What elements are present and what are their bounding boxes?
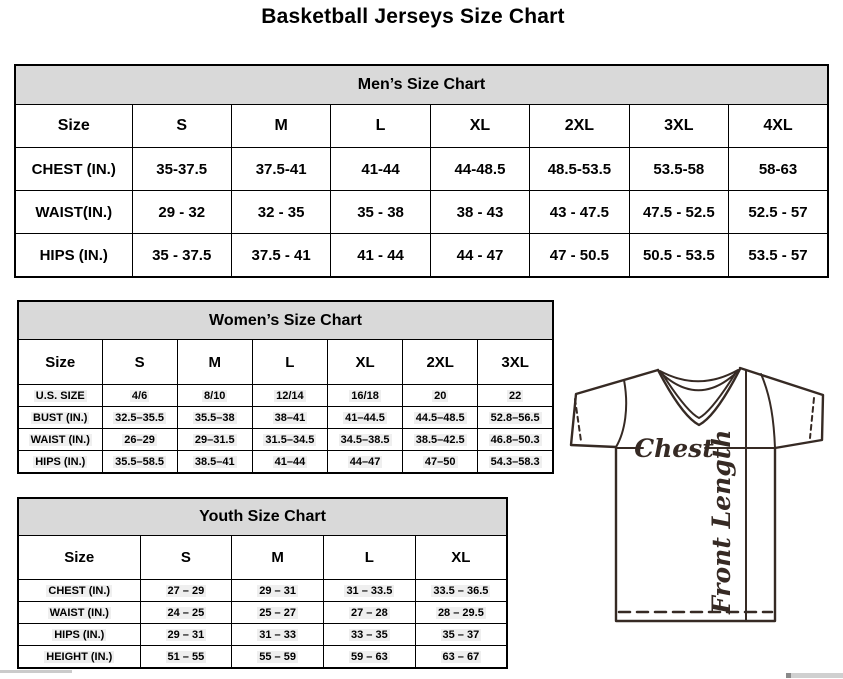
table-row bbox=[18, 646, 507, 669]
youth-table-title: Youth Size Chart bbox=[18, 498, 507, 536]
data-cell: 26–29 bbox=[102, 429, 177, 451]
size-header-row bbox=[18, 536, 507, 580]
size-header-cell: Size bbox=[15, 105, 132, 148]
data-cell: 35 – 37 bbox=[415, 624, 507, 646]
size-header-cell: Size bbox=[18, 340, 102, 385]
column-header: M bbox=[177, 340, 252, 385]
jersey-right-seam bbox=[761, 374, 775, 448]
table-row bbox=[18, 451, 553, 474]
column-header: XL bbox=[430, 105, 529, 148]
data-cell: 48.5-53.5 bbox=[530, 148, 629, 191]
horizontal-scrollbar-fragment-left bbox=[0, 670, 72, 673]
data-cell: 63 – 67 bbox=[415, 646, 507, 669]
column-header: L bbox=[324, 536, 416, 580]
jersey-left-seam bbox=[616, 380, 626, 447]
womens-table-title: Women’s Size Chart bbox=[18, 301, 553, 340]
size-header-cell: Size bbox=[18, 536, 140, 580]
data-cell: 47.5 - 52.5 bbox=[629, 191, 728, 234]
data-cell: 31 – 33 bbox=[232, 624, 324, 646]
table-row bbox=[18, 429, 553, 451]
data-cell: 35.5–38 bbox=[177, 407, 252, 429]
data-cell: 29 - 32 bbox=[132, 191, 231, 234]
row-label: HIPS (IN.) bbox=[18, 451, 102, 474]
data-cell: 33 – 35 bbox=[324, 624, 416, 646]
data-cell: 12/14 bbox=[252, 385, 327, 407]
data-cell: 41-44 bbox=[331, 148, 430, 191]
data-cell: 35 - 37.5 bbox=[132, 234, 231, 278]
horizontal-scrollbar-fragment-right[interactable] bbox=[786, 673, 843, 678]
table-row bbox=[15, 191, 828, 234]
data-cell: 37.5 - 41 bbox=[231, 234, 330, 278]
column-header: S bbox=[102, 340, 177, 385]
data-cell: 38.5–42.5 bbox=[403, 429, 478, 451]
data-cell: 41–44 bbox=[252, 451, 327, 474]
column-header: 2XL bbox=[530, 105, 629, 148]
mens-table-title: Men’s Size Chart bbox=[15, 65, 828, 105]
data-cell: 29 – 31 bbox=[232, 580, 324, 602]
row-label: BUST (IN.) bbox=[18, 407, 102, 429]
data-cell: 35 - 38 bbox=[331, 191, 430, 234]
data-cell: 44–47 bbox=[327, 451, 402, 474]
data-cell: 38–41 bbox=[252, 407, 327, 429]
table-row bbox=[15, 234, 828, 278]
row-label: CHEST (IN.) bbox=[18, 580, 140, 602]
row-label: HIPS (IN.) bbox=[15, 234, 132, 278]
data-cell: 44-48.5 bbox=[430, 148, 529, 191]
column-header: 3XL bbox=[478, 340, 553, 385]
data-cell: 46.8–50.3 bbox=[478, 429, 553, 451]
table-row bbox=[15, 148, 828, 191]
size-header-row bbox=[15, 105, 828, 148]
data-cell: 43 - 47.5 bbox=[530, 191, 629, 234]
column-header: 4XL bbox=[729, 105, 828, 148]
data-cell: 53.5-58 bbox=[629, 148, 728, 191]
data-cell: 55 – 59 bbox=[232, 646, 324, 669]
row-label: HEIGHT (IN.) bbox=[18, 646, 140, 669]
table-title-row bbox=[18, 301, 553, 340]
column-header: XL bbox=[415, 536, 507, 580]
jersey-body-outline bbox=[571, 368, 823, 621]
data-cell: 41–44.5 bbox=[327, 407, 402, 429]
data-cell: 8/10 bbox=[177, 385, 252, 407]
data-cell: 37.5-41 bbox=[231, 148, 330, 191]
data-cell: 35.5–58.5 bbox=[102, 451, 177, 474]
data-cell: 35-37.5 bbox=[132, 148, 231, 191]
table-title-row bbox=[15, 65, 828, 105]
column-header: S bbox=[132, 105, 231, 148]
youth-size-table bbox=[17, 497, 508, 669]
data-cell: 47 - 50.5 bbox=[530, 234, 629, 278]
data-cell: 29–31.5 bbox=[177, 429, 252, 451]
data-cell: 58-63 bbox=[729, 148, 828, 191]
data-cell: 31.5–34.5 bbox=[252, 429, 327, 451]
row-label: WAIST(IN.) bbox=[15, 191, 132, 234]
data-cell: 59 – 63 bbox=[324, 646, 416, 669]
data-cell: 28 – 29.5 bbox=[415, 602, 507, 624]
column-header: XL bbox=[327, 340, 402, 385]
row-label: U.S. SIZE bbox=[18, 385, 102, 407]
data-cell: 44 - 47 bbox=[430, 234, 529, 278]
data-cell: 24 – 25 bbox=[140, 602, 232, 624]
column-header: 3XL bbox=[629, 105, 728, 148]
data-cell: 51 – 55 bbox=[140, 646, 232, 669]
data-cell: 27 – 28 bbox=[324, 602, 416, 624]
row-label: WAIST (IN.) bbox=[18, 429, 102, 451]
data-cell: 54.3–58.3 bbox=[478, 451, 553, 474]
table-row bbox=[18, 624, 507, 646]
data-cell: 38 - 43 bbox=[430, 191, 529, 234]
column-header: 2XL bbox=[403, 340, 478, 385]
data-cell: 27 – 29 bbox=[140, 580, 232, 602]
data-cell: 25 – 27 bbox=[232, 602, 324, 624]
data-cell: 32 - 35 bbox=[231, 191, 330, 234]
table-title-row bbox=[18, 498, 507, 536]
column-header: L bbox=[331, 105, 430, 148]
data-cell: 4/6 bbox=[102, 385, 177, 407]
table-row bbox=[18, 385, 553, 407]
front-length-measure-label: Front Length bbox=[707, 429, 736, 614]
womens-size-table bbox=[17, 300, 554, 474]
page-title: Basketball Jerseys Size Chart bbox=[261, 5, 565, 28]
data-cell: 41 - 44 bbox=[331, 234, 430, 278]
jersey-measurement-diagram bbox=[558, 362, 840, 627]
chest-measure-label: Chest bbox=[634, 434, 714, 463]
data-cell: 34.5–38.5 bbox=[327, 429, 402, 451]
row-label: HIPS (IN.) bbox=[18, 624, 140, 646]
data-cell: 32.5–35.5 bbox=[102, 407, 177, 429]
table-row bbox=[18, 580, 507, 602]
data-cell: 53.5 - 57 bbox=[729, 234, 828, 278]
column-header: S bbox=[140, 536, 232, 580]
row-label: WAIST (IN.) bbox=[18, 602, 140, 624]
data-cell: 22 bbox=[478, 385, 553, 407]
jersey-diagram-icon bbox=[558, 362, 840, 627]
jersey-right-cuff-dashes bbox=[810, 398, 814, 438]
data-cell: 44.5–48.5 bbox=[403, 407, 478, 429]
table-row bbox=[18, 602, 507, 624]
data-cell: 47–50 bbox=[403, 451, 478, 474]
row-label: CHEST (IN.) bbox=[15, 148, 132, 191]
data-cell: 50.5 - 53.5 bbox=[629, 234, 728, 278]
table-row bbox=[18, 407, 553, 429]
data-cell: 38.5–41 bbox=[177, 451, 252, 474]
data-cell: 52.5 - 57 bbox=[729, 191, 828, 234]
data-cell: 31 – 33.5 bbox=[324, 580, 416, 602]
column-header: M bbox=[231, 105, 330, 148]
data-cell: 16/18 bbox=[327, 385, 402, 407]
jersey-collar-v bbox=[658, 369, 740, 425]
mens-size-table bbox=[14, 64, 829, 278]
data-cell: 29 – 31 bbox=[140, 624, 232, 646]
data-cell: 33.5 – 36.5 bbox=[415, 580, 507, 602]
column-header: M bbox=[232, 536, 324, 580]
data-cell: 52.8–56.5 bbox=[478, 407, 553, 429]
size-header-row bbox=[18, 340, 553, 385]
data-cell: 20 bbox=[403, 385, 478, 407]
column-header: L bbox=[252, 340, 327, 385]
